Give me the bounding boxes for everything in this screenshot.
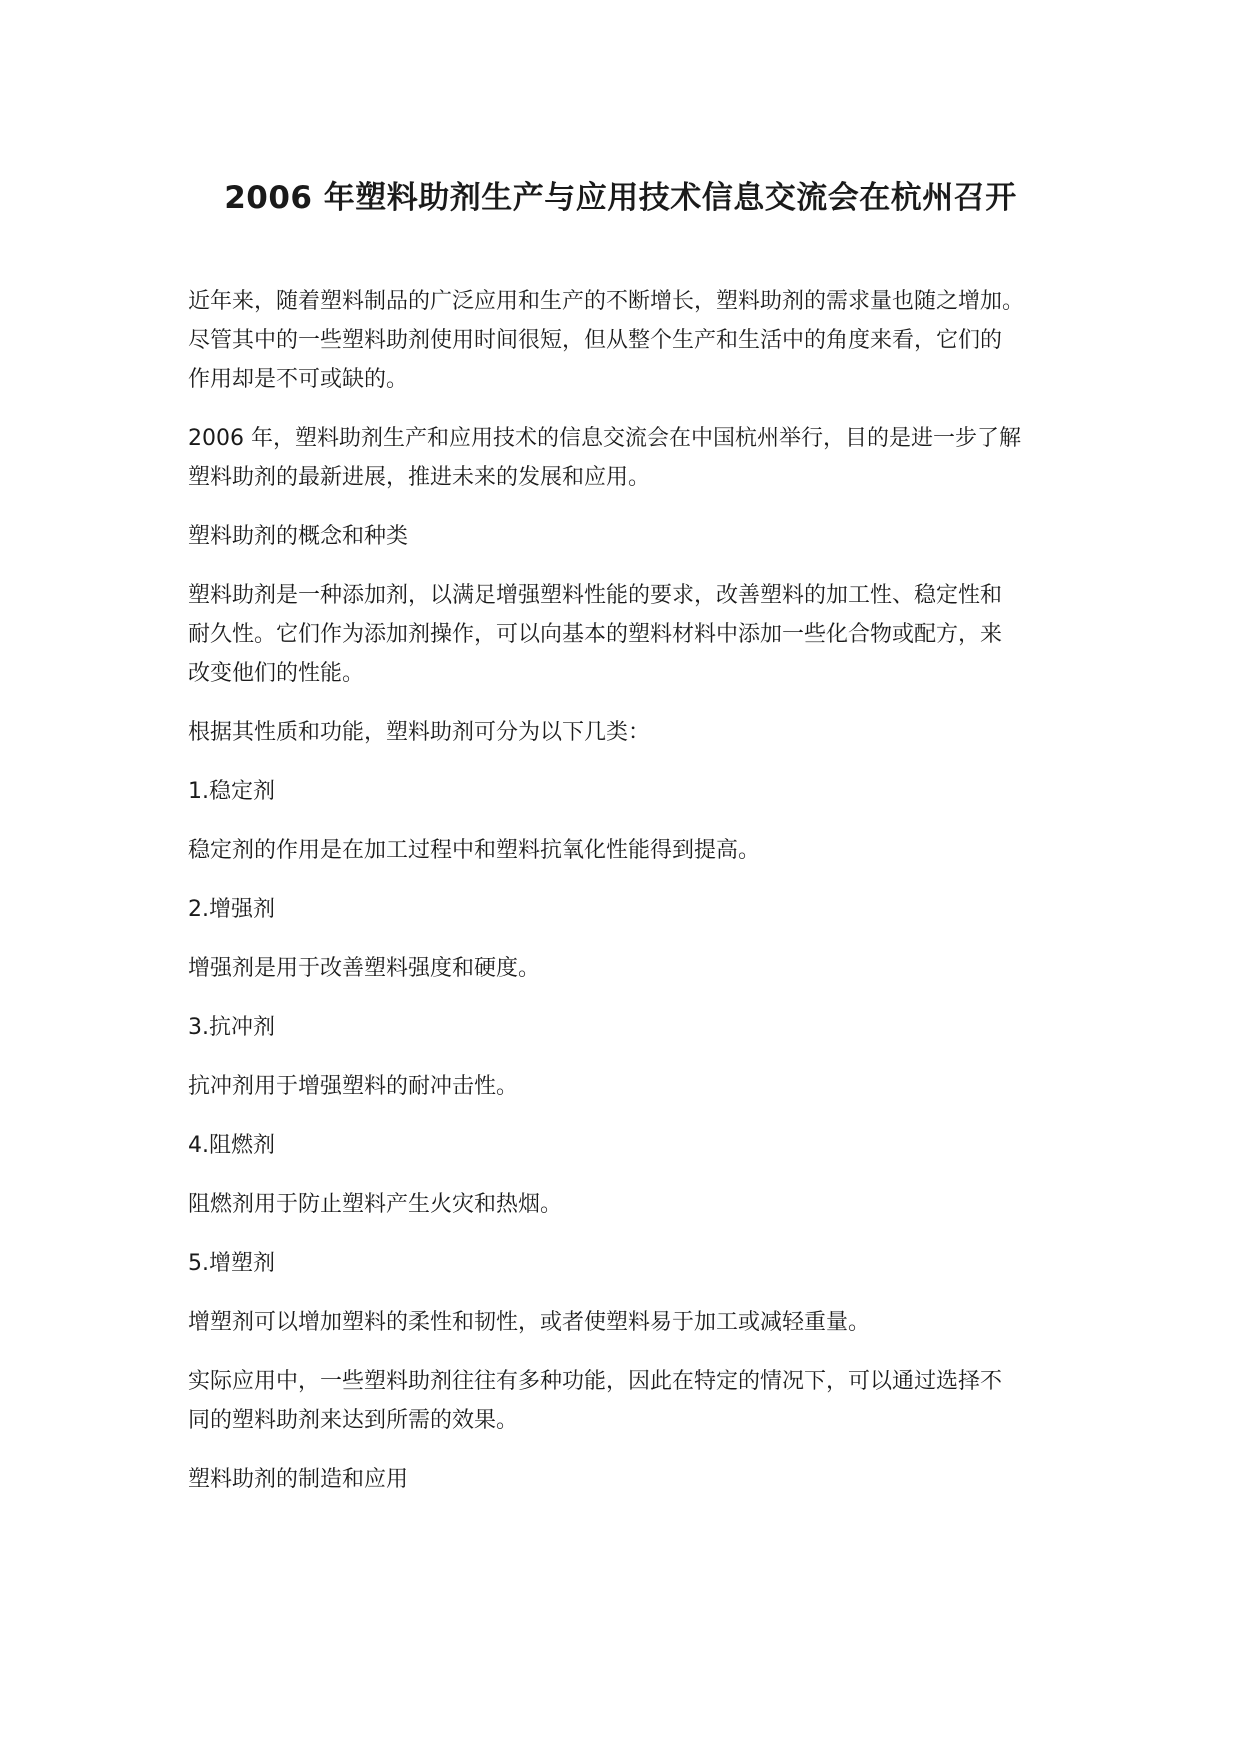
paragraph [188, 282, 1088, 399]
paragraph [188, 1008, 1088, 1047]
paragraph [188, 419, 1088, 497]
text-line: 3.抗冲剂 [188, 1015, 275, 1040]
text-line: 增塑剂可以增加塑料的柔性和韧性，或者使塑料易于加工或减轻重量。 [188, 1310, 871, 1335]
paragraph [188, 713, 1088, 752]
paragraph [188, 1067, 1088, 1106]
document-title: 2006 年塑料助剂生产与应用技术信息交流会在杭州召开 [224, 180, 1017, 216]
text-line: 增强剂是用于改善塑料强度和硬度。 [188, 956, 541, 981]
text-line: 塑料助剂的最新进展，推进未来的发展和应用。 [188, 465, 651, 490]
text-line: 作用却是不可或缺的。 [188, 367, 409, 392]
text-line: 稳定剂的作用是在加工过程中和塑料抗氧化性能得到提高。 [188, 838, 761, 863]
paragraph [188, 576, 1088, 693]
paragraph [188, 890, 1088, 929]
text-line: 近年来，随着塑料制品的广泛应用和生产的不断增长，塑料助剂的需求量也随之增加。 [188, 289, 1025, 314]
text-line: 耐久性。它们作为添加剂操作，可以向基本的塑料材料中添加一些化合物或配方，来 [188, 622, 1003, 647]
document-body [188, 282, 1088, 1519]
paragraph [188, 772, 1088, 811]
paragraph [188, 1303, 1088, 1342]
text-line: 塑料助剂的概念和种类 [188, 524, 409, 549]
text-line: 阻燃剂用于防止塑料产生火灾和热烟。 [188, 1192, 563, 1217]
paragraph [188, 1126, 1088, 1165]
paragraph [188, 517, 1088, 556]
paragraph [188, 831, 1088, 870]
paragraph [188, 1362, 1088, 1440]
text-line: 2.增强剂 [188, 897, 275, 922]
text-line: 改变他们的性能。 [188, 661, 365, 686]
paragraph [188, 949, 1088, 988]
paragraph [188, 1460, 1088, 1499]
text-line: 2006 年，塑料助剂生产和应用技术的信息交流会在中国杭州举行，目的是进一步了解 [188, 426, 1021, 451]
text-line: 同的塑料助剂来达到所需的效果。 [188, 1408, 519, 1433]
text-line: 实际应用中，一些塑料助剂往往有多种功能，因此在特定的情况下，可以通过选择不 [188, 1369, 1003, 1394]
text-line: 塑料助剂的制造和应用 [188, 1467, 409, 1492]
text-line: 尽管其中的一些塑料助剂使用时间很短，但从整个生产和生活中的角度来看，它们的 [188, 328, 1003, 353]
text-line: 塑料助剂是一种添加剂，以满足增强塑料性能的要求，改善塑料的加工性、稳定性和 [188, 583, 1003, 608]
text-line: 5.增塑剂 [188, 1251, 275, 1276]
text-line: 4.阻燃剂 [188, 1133, 275, 1158]
text-line: 1.稳定剂 [188, 779, 275, 804]
text-line: 抗冲剂用于增强塑料的耐冲击性。 [188, 1074, 519, 1099]
text-line: 根据其性质和功能，塑料助剂可分为以下几类： [188, 720, 651, 745]
paragraph [188, 1185, 1088, 1224]
paragraph [188, 1244, 1088, 1283]
